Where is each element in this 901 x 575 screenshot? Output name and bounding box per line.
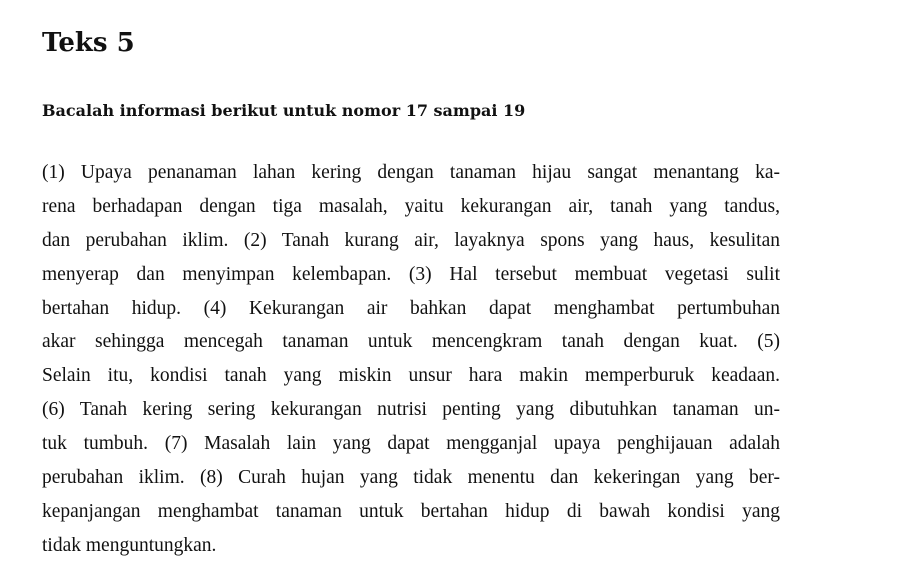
passage-line: dan perubahan iklim. (2) Tanah kurang air, layaknya spons yang haus, kesulitan (42, 229, 780, 251)
passage-line: bertahan hidup. (4) Kekurangan air bahkan dapat menghambat pertumbuhan (42, 297, 780, 319)
passage-line: tidak menguntungkan. (42, 534, 217, 556)
passage-line: (6) Tanah kering sering kekurangan nutrisi penting yang dibutuhkan tanaman un- (42, 399, 780, 421)
passage-line: Selain itu, kondisi tanah yang miskin unsur hara makin memperburuk keadaan. (42, 365, 780, 387)
passage-line: (1) Upaya penanaman lahan kering dengan tanaman hijau sangat menantang ka- (42, 162, 780, 183)
section-title: Teks 5 (42, 28, 135, 58)
passage-line: perubahan iklim. (8) Curah hujan yang tidak menentu dan kekeringan yang ber- (42, 467, 780, 489)
reading-passage (42, 156, 780, 563)
passage-line: rena berhadapan dengan tiga masalah, yaitu kekurangan air, tanah yang tandus, (42, 195, 780, 217)
passage-line: menyerap dan menyimpan kelembapan. (3) Hal tersebut membuat vegetasi sulit (42, 263, 780, 285)
passage-line: kepanjangan menghambat tanaman untuk bertahan hidup di bawah kondisi yang (42, 500, 780, 522)
passage-line: akar sehingga mencegah tanaman untuk mencengkram tanah dengan kuat. (5) (42, 331, 780, 353)
question-instruction: Bacalah informasi berikut untuk nomor 17 sampai 19 (42, 101, 526, 120)
passage-line: tuk tumbuh. (7) Masalah lain yang dapat mengganjal upaya penghijauan adalah (42, 433, 780, 455)
